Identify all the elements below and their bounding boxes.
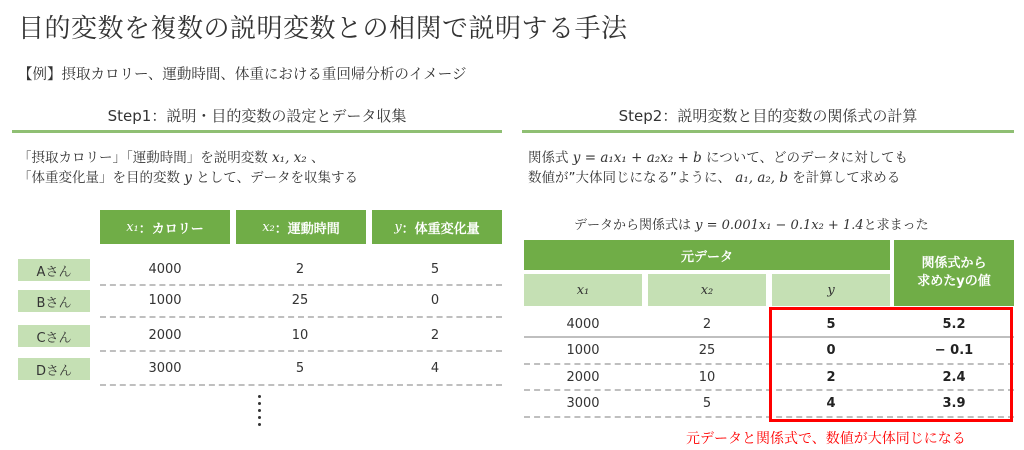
calculated-y-header: 関係式から 求めたyの値: [894, 240, 1014, 306]
derived-formula-math: y = 0.001x₁ − 0.1x₂ + 1.4: [695, 218, 864, 233]
rt-r2-x2: 25: [698, 343, 716, 358]
cell-a-x1: 4000: [148, 262, 182, 277]
step2-heading: Step2：説明変数と目的変数の関係式の計算: [618, 107, 918, 125]
rt-r1-calc: 5.2: [942, 317, 966, 332]
step2-rule: [522, 130, 1014, 133]
row-label-d: Dさん: [18, 358, 90, 380]
rt-r2-calc: − 0.1: [934, 343, 974, 358]
row-label-b: Bさん: [18, 290, 90, 312]
rt-r4-x1: 3000: [566, 396, 600, 411]
rt-r1-y: 5: [826, 317, 836, 332]
row-divider: [100, 316, 502, 318]
row-label-c: Cさん: [18, 325, 90, 347]
step2-coefficients: a₁, a₂, b: [735, 170, 789, 186]
cell-c-x2: 10: [291, 328, 309, 343]
rt-r4-x2: 5: [702, 396, 712, 411]
cell-c-x1: 2000: [148, 328, 182, 343]
cell-a-x2: 2: [295, 262, 305, 277]
step1-heading: Step1：説明・目的変数の設定とデータ収集: [107, 107, 407, 125]
subheader-x1: x₁: [524, 274, 642, 306]
header-x2-exercise-time: x₂ ：運動時間: [236, 210, 366, 244]
rt-r3-calc: 2.4: [942, 370, 966, 385]
step1-math-y: y: [184, 170, 192, 186]
derived-formula: データから関係式は y = 0.001x₁ − 0.1x₂ + 1.4と求まった: [574, 218, 929, 233]
cell-d-x1: 3000: [148, 361, 182, 376]
rt-r1-x2: 2: [702, 317, 712, 332]
comparison-highlight-box: [769, 307, 1013, 422]
row-divider: [100, 284, 502, 286]
rt-r4-y: 4: [826, 396, 836, 411]
step1-rule: [12, 130, 502, 133]
step1-description: 「摂取カロリー」「運動時間」を説明変数 x₁, x₂ 、 「体重変化量」を目的変数 y として、データを収集する: [18, 150, 358, 186]
header-y-weight-change: y ：体重変化量: [372, 210, 502, 244]
step2-description: 関係式 y = a₁x₁ + a₂x₂ + b について、どのデータに対しても 数値が”大体同じになる”ように、 a₁, a₂, b を計算して求める: [528, 150, 908, 186]
rt-r2-y: 0: [826, 343, 836, 358]
cell-b-x1: 1000: [148, 293, 182, 308]
cell-b-y: 0: [430, 293, 440, 308]
step2-equation: y = a₁x₁ + a₂x₂ + b: [572, 150, 702, 166]
comparison-note: 元データと関係式で、数値が大体同じになる: [686, 431, 966, 447]
cell-a-y: 5: [430, 262, 440, 277]
cell-d-x2: 5: [295, 361, 305, 376]
rt-r3-x2: 10: [698, 370, 716, 385]
row-divider: [100, 384, 502, 386]
row-divider: [100, 350, 502, 352]
cell-d-y: 4: [430, 361, 440, 376]
example-subtitle: 【例】摂取カロリー、運動時間、体重における重回帰分析のイメージ: [18, 67, 467, 83]
page-title: 目的変数を複数の説明変数との相関で説明する手法: [18, 14, 628, 44]
step1-math-x: x₁, x₂: [272, 150, 307, 166]
header-x1-calorie: x₁ ：カロリー: [100, 210, 230, 244]
original-data-header: 元データ: [524, 240, 890, 270]
rt-r3-y: 2: [826, 370, 836, 385]
subheader-x2: x₂: [648, 274, 766, 306]
row-label-a: Aさん: [18, 259, 90, 281]
cell-c-y: 2: [430, 328, 440, 343]
rt-r4-calc: 3.9: [942, 396, 966, 411]
rt-r3-x1: 2000: [566, 370, 600, 385]
rt-r2-x1: 1000: [566, 343, 600, 358]
cell-b-x2: 25: [291, 293, 309, 308]
more-rows-ellipsis: [258, 395, 262, 430]
subheader-y: y: [772, 274, 890, 306]
rt-r1-x1: 4000: [566, 317, 600, 332]
